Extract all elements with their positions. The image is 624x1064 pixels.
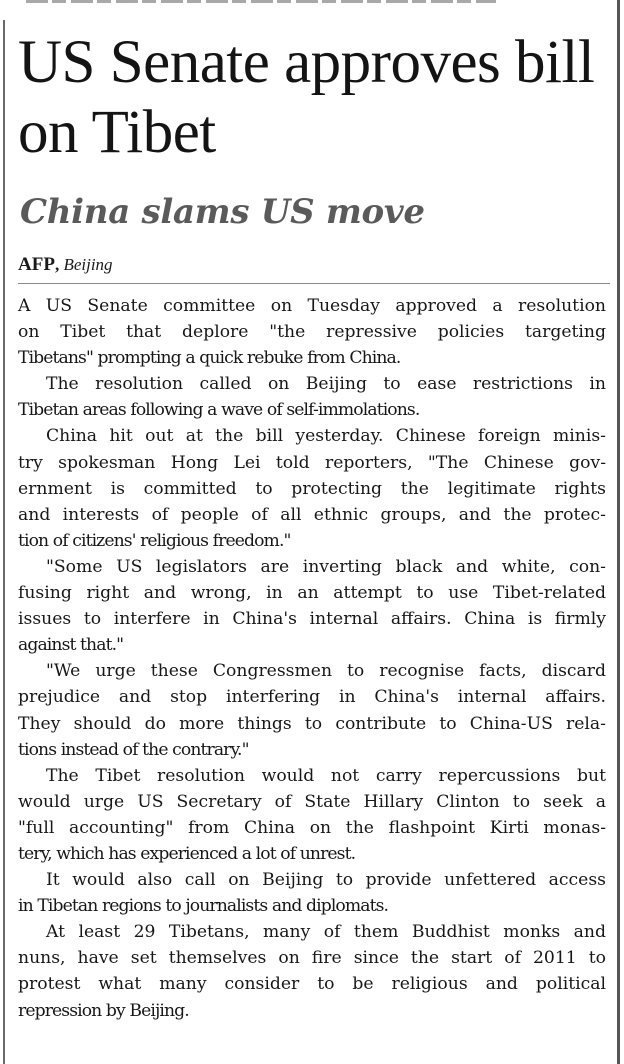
column-rule-left [3, 20, 5, 1064]
article-line: The resolution called on Beijing to ease restrictions in [46, 374, 606, 395]
article-line: Tibetans" prompting a quick rebuke from China. [18, 348, 401, 369]
article-line: They should do more things to contribute to China-US rela- [18, 713, 606, 734]
column-rule-right [617, 0, 620, 1064]
article-line: At least 29 Tibetans, many of them Buddhist monks and [46, 922, 606, 943]
article-line: try spokesman Hong Lei told reporters, "The Chinese gov- [18, 452, 606, 473]
article-line: prejudice and stop interfering in China's internal affairs. [18, 687, 606, 708]
article-line: China hit out at the bill yesterday. Chinese foreign minis- [46, 426, 606, 447]
article-line: It would also call on Beijing to provide unfettered access [46, 870, 606, 891]
article-line: would urge US Secretary of State Hillary Clinton to seek a [18, 791, 606, 812]
article-line: in Tibetan regions to journalists and diplomats. [18, 896, 389, 917]
article-line: ernment is committed to protecting the legitimate rights [18, 478, 606, 499]
article-line: tery, which has experienced a lot of unrest. [18, 843, 356, 864]
article-line: A US Senate committee on Tuesday approved a resolution [18, 296, 606, 316]
byline-place: Beijing [63, 255, 113, 274]
subhead: China slams US move [20, 192, 425, 232]
clipped-previous-article-edge [0, 0, 624, 12]
article-line: "We urge these Congressmen to recognise facts, discard [46, 661, 606, 682]
article-line: tions instead of the contrary." [18, 739, 249, 760]
article-line: protest what many consider to be religious and political [18, 974, 606, 995]
article-line: "full accounting" from China on the flashpoint Kirti monas- [18, 817, 606, 838]
article-line: The Tibet resolution would not carry repercussions but [46, 765, 606, 786]
article-line: tion of citizens' religious freedom." [18, 530, 291, 551]
byline-divider [18, 283, 610, 284]
article-line: "Some US legislators are inverting black and white, con- [46, 556, 606, 577]
article-line: nuns, have set themselves on fire since the start of 2011 to [18, 948, 606, 969]
byline-agency: AFP [18, 254, 55, 275]
article-body [18, 293, 606, 1024]
byline [18, 254, 113, 276]
byline-separator: , [54, 255, 60, 274]
article-line: repression by Beijing. [18, 1000, 189, 1021]
article-line: against that." [18, 635, 124, 656]
article-line: fusing right and wrong, in an attempt to use Tibet-related [18, 583, 606, 604]
headline: US Senate approves bill on Tibet [18, 29, 595, 166]
article-line: issues to interfere in China's internal affairs. China is firmly [18, 609, 606, 630]
article-line: Tibetan areas following a wave of self-immolations. [18, 400, 420, 421]
article-line: and interests of people of all ethnic groups, and the protec- [18, 504, 606, 525]
article-line: on Tibet that deplore "the repressive policies targeting [18, 322, 606, 343]
